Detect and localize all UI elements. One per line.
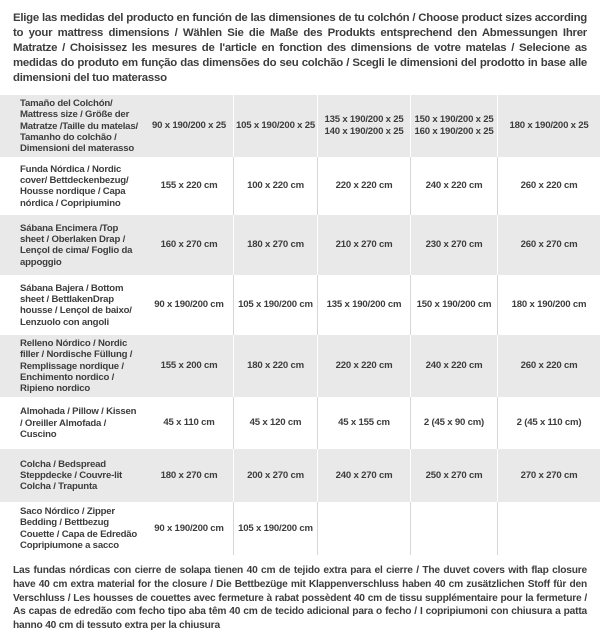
mattress-size-col: [497, 95, 600, 157]
row-label: Almohada / Pillow / Kissen / Oreiller Almofada / Cuscino: [20, 406, 137, 440]
size-value: 155 x 200 cm: [160, 360, 218, 371]
size-value: 90 x 190/200 x 25: [152, 120, 226, 131]
size-value: 160 x 190/200 x 25: [414, 126, 494, 138]
table-row-top-sheet: [0, 215, 600, 275]
size-value: 260 x 220 cm: [497, 335, 600, 397]
size-table: [0, 95, 600, 555]
table-row-bottom-sheet: [0, 275, 600, 335]
row-label: Sábana Encimera /Top sheet / Oberlaken Drap / Lençol de cima/ Foglio da appoggio: [20, 222, 133, 268]
mattress-size-col: [317, 95, 410, 157]
table-row-zipper-bedding: [0, 502, 600, 555]
size-value: 90 x 190/200 cm: [154, 299, 224, 310]
size-value: 105 x 190/200 cm: [233, 275, 317, 335]
size-value: 220 x 220 cm: [317, 335, 410, 397]
row-label: Colcha / Bedspread Steppdecke / Couvre-lit Colcha / Trapunta: [20, 458, 123, 493]
size-value: 240 x 220 cm: [410, 157, 497, 215]
size-value: 200 x 270 cm: [233, 449, 317, 502]
size-value: 250 x 270 cm: [410, 449, 497, 502]
mattress-size-col: [233, 95, 317, 157]
size-value: 140 x 190/200 x 25: [324, 126, 404, 138]
size-value: 180 x 220 cm: [233, 335, 317, 397]
size-value: [497, 502, 600, 555]
size-value: 135 x 190/200 cm: [317, 275, 410, 335]
size-value: 150 x 190/200 cm: [410, 275, 497, 335]
size-value: 100 x 220 cm: [233, 157, 317, 215]
size-value: [317, 502, 410, 555]
size-value: 180 x 190/200 cm: [497, 275, 600, 335]
size-value: 230 x 270 cm: [410, 215, 497, 275]
table-header-row: [0, 95, 600, 157]
size-value: 45 x 120 cm: [233, 397, 317, 449]
table-row-pillow: [0, 397, 600, 449]
intro-text: Elige las medidas del producto en función de las dimensiones de tu colchón / Choose product sizes according to your mattress dimensions / Wählen Sie die Maße des Produkts entsprechend den Abmessungen Ihrer Matratze / Choisissez les mesures de l'article en fonction des dimensions de votre matelas / Selecione as medidas do produto em função das dimensões do seu colchão / Scegli le dimensioni del prodotto in base alle dimensioni del tuo materasso: [13, 12, 587, 85]
size-value: 2 (45 x 90 cm): [410, 397, 497, 449]
table-row-bedspread: [0, 449, 600, 502]
size-value: 105 x 190/200 cm: [233, 502, 317, 555]
size-value: 240 x 270 cm: [317, 449, 410, 502]
row-label: Sábana Bajera / Bottom sheet / BettlakenDrap housse / Lençol de baixo/ Lenzuolo con angoli: [20, 282, 132, 328]
table-row-nordic-filler: [0, 335, 600, 397]
size-value: 180 x 270 cm: [233, 215, 317, 275]
size-value: 90 x 190/200 cm: [154, 522, 224, 534]
size-value: 270 x 270 cm: [497, 449, 600, 502]
size-value: 260 x 220 cm: [497, 157, 600, 215]
size-value: 150 x 190/200 x 25: [414, 113, 494, 125]
size-value: 180 x 270 cm: [160, 469, 218, 481]
mattress-size-col: [410, 95, 497, 157]
size-value: 160 x 270 cm: [160, 239, 218, 250]
size-value: 180 x 190/200 x 25: [509, 120, 589, 131]
product-size-sheet: [0, 11, 600, 631]
size-value: [410, 502, 497, 555]
row-label: Relleno Nórdico / Nordic filler / Nordische Füllung / Remplissage nordique / Enchimento nordico / Ripieno nordico: [20, 337, 133, 395]
size-value: 210 x 270 cm: [317, 215, 410, 275]
size-value: 135 x 190/200 x 25: [324, 113, 404, 125]
size-value: 45 x 110 cm: [163, 417, 215, 428]
table-row-nordic-cover: [0, 157, 600, 215]
footer-note: Las fundas nórdicas con cierre de solapa tienen 40 cm de tejido extra para el cierre / The duvet covers with flap closure have 40 cm extra material for the closure / Die Bettbezüge mit Klappenverschluss haben 40 cm zusätzlichen Stoff für den Verschluss / Les housses de couettes avec fermeture à rabat possèdent 40 cm de tissu supplémentaire pour la fermeture / As capas de edredão com fecho tipo aba têm 40 cm de tecido adicional para o fecho / I copripiumoni con chiusura a patta hanno 40 cm di tessuto extra per la chiusura: [13, 565, 587, 631]
mattress-size-col: [145, 95, 233, 157]
row-label: Saco Nórdico / Zipper Bedding / Bettbezug Couette / Capa de Edredão Copripiumone a sacco: [20, 506, 138, 552]
size-value: 240 x 220 cm: [410, 335, 497, 397]
size-value: 155 x 220 cm: [160, 180, 218, 191]
size-value: 260 x 270 cm: [497, 215, 600, 275]
row-label: Funda Nórdica / Nordic cover/ Bettdeckenbezug/ Housse nordique / Capa nórdica / Copripiumino: [20, 163, 129, 209]
size-value: 220 x 220 cm: [317, 157, 410, 215]
size-value: 105 x 190/200 x 25: [235, 120, 316, 131]
header-label: Tamaño del Colchón/ Mattress size / Größe der Matratze /Taille du matelas/ Tamanho do colchão / Dimensioni del materasso: [20, 97, 138, 155]
size-value: 2 (45 x 110 cm): [497, 397, 600, 449]
size-value: 45 x 155 cm: [317, 397, 410, 449]
